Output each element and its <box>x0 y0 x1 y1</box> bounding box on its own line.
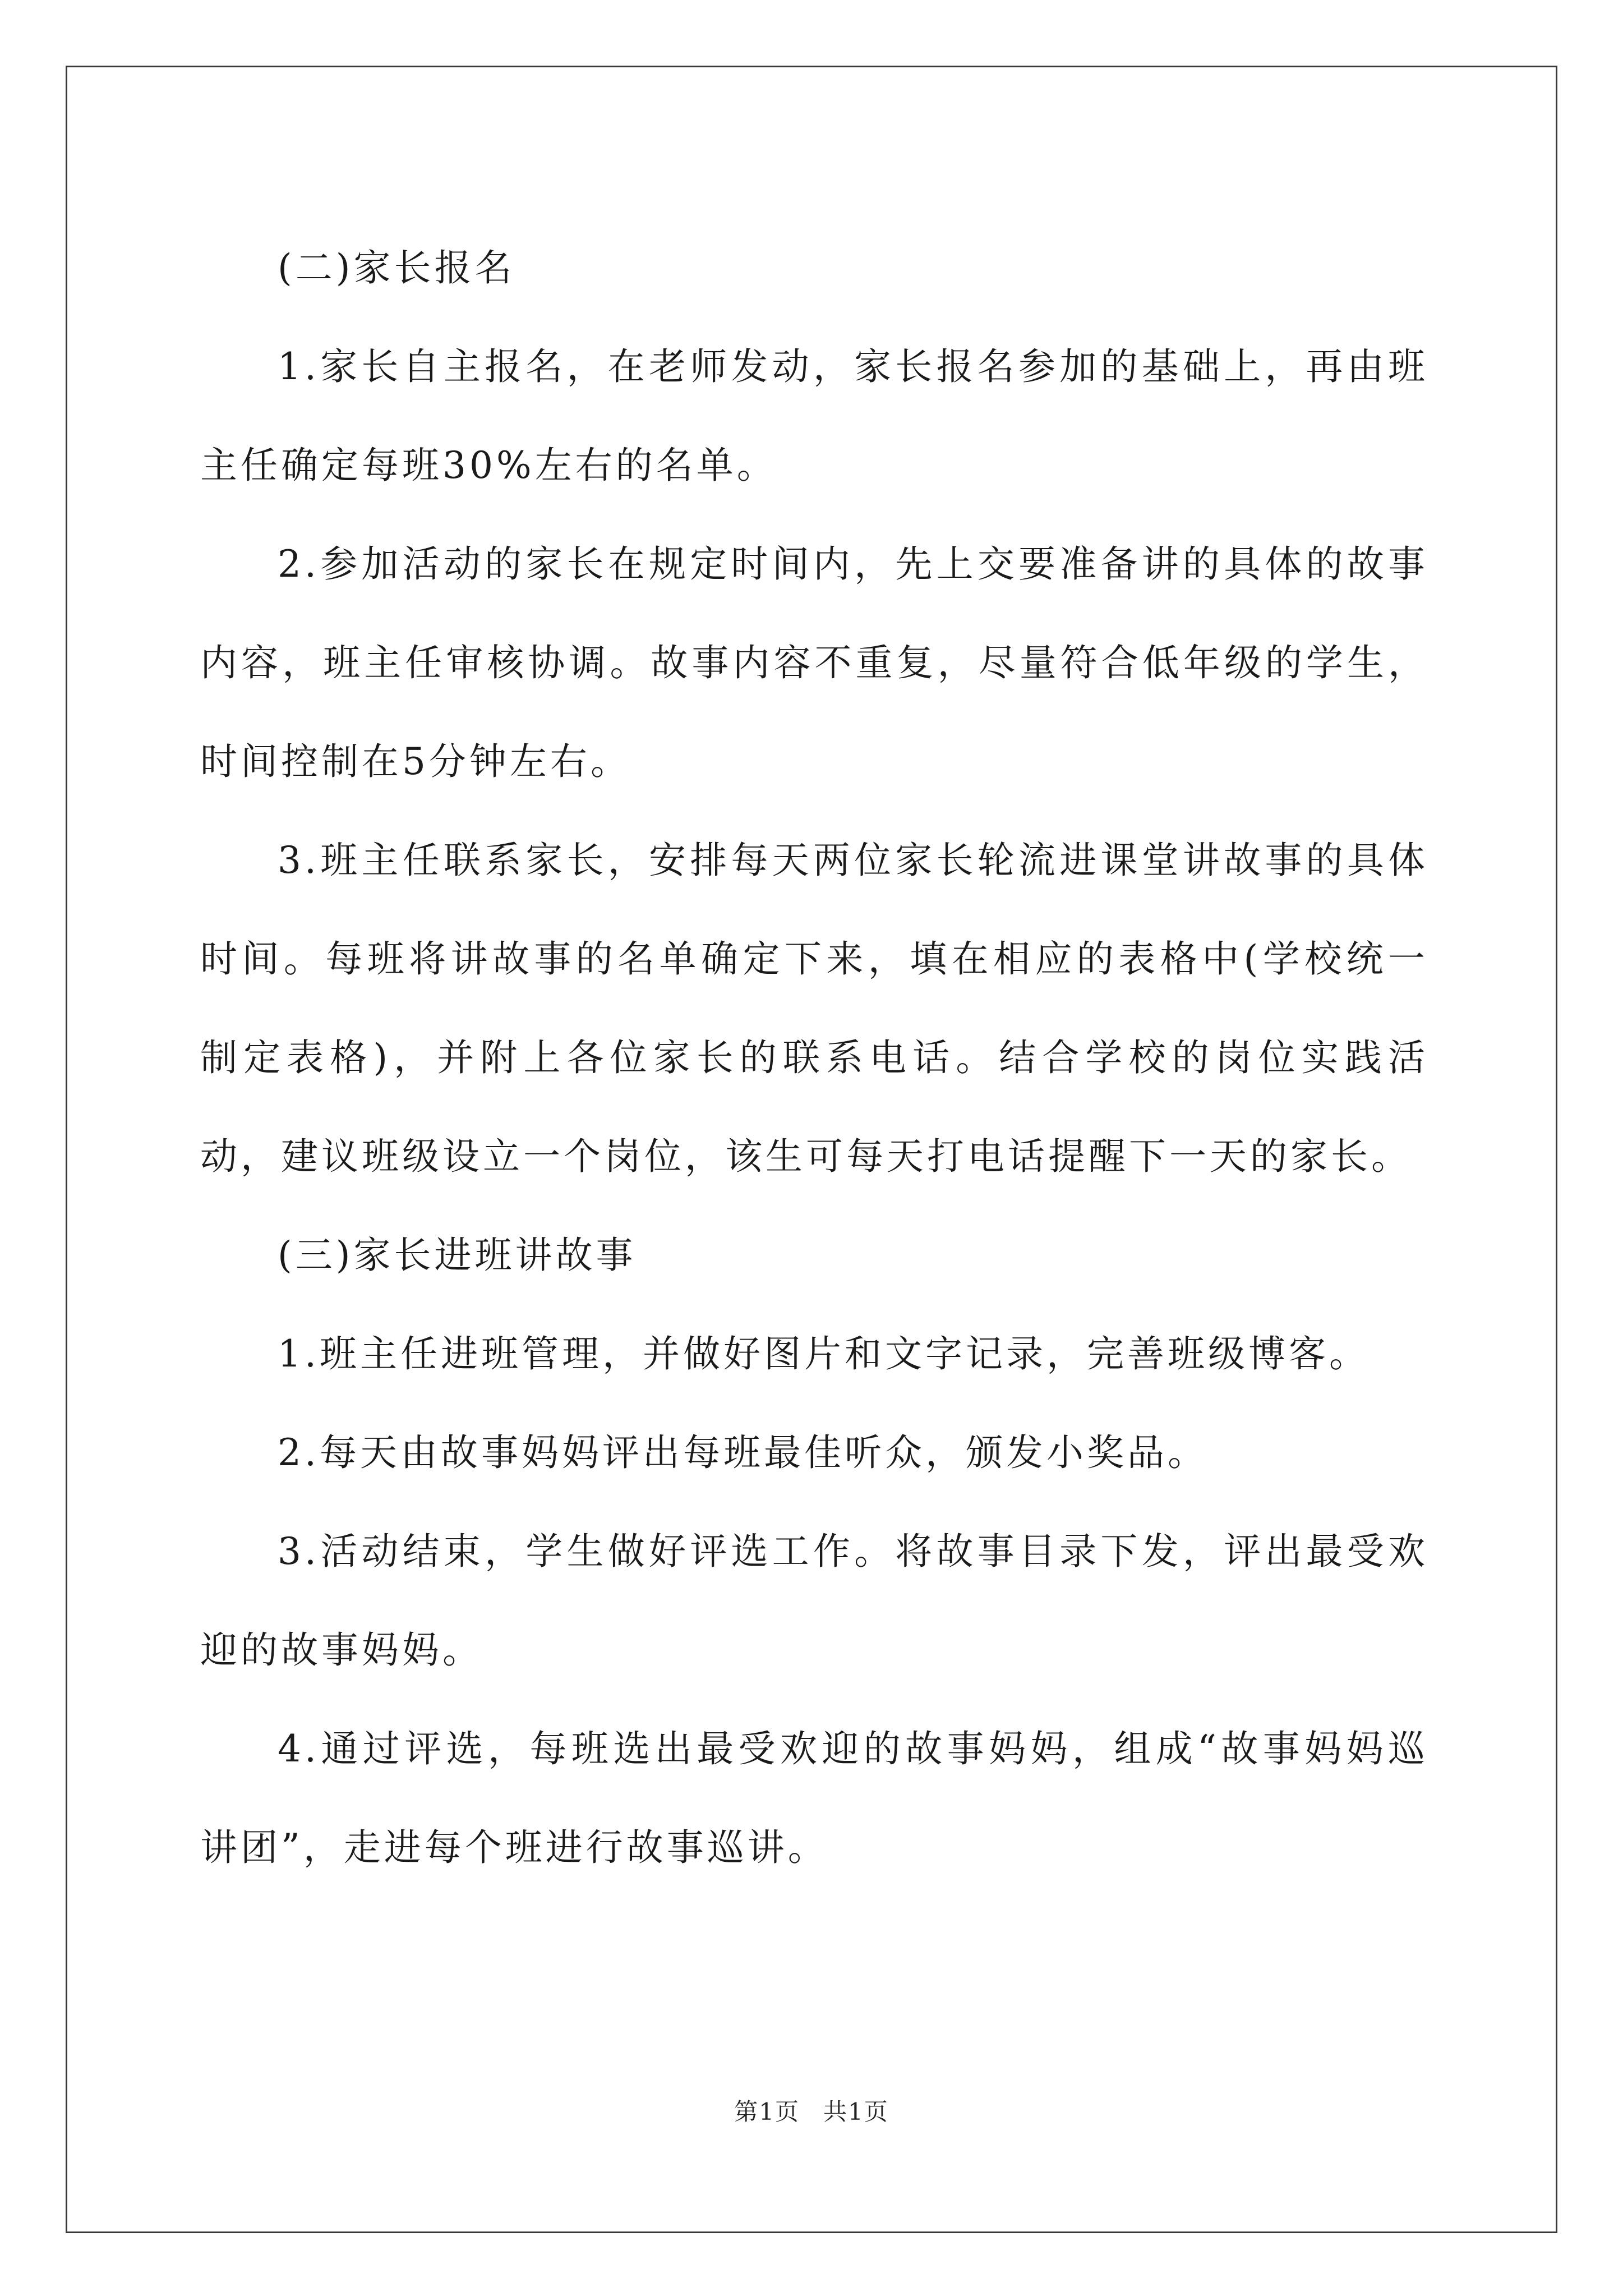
paragraph-signup-1: 1.家长自主报名，在老师发动，家长报名参加的基础上，再由班主任确定每班30%左右的名单。 <box>200 345 1428 487</box>
page-number-total: 共1页 <box>823 2098 889 2125</box>
page-footer <box>0 2093 1623 2127</box>
paragraph-story-1: 1.班主任进班管理，并做好图片和文字记录，完善班级博客。 <box>278 1332 1370 1375</box>
section-heading-parent-signup: (二)家长报名 <box>278 246 515 289</box>
page-number-current: 第1页 <box>734 2098 800 2125</box>
paragraph-signup-2: 2.参加活动的家长在规定时间内，先上交要准备讲的具体的故事内容，班主任审核协调。故事内容不重复，尽量符合低年级的学生，时间控制在5分钟左右。 <box>200 542 1428 783</box>
paragraph-story-2: 2.每天由故事妈妈评出每班最佳听众，颁发小奖品。 <box>278 1431 1208 1474</box>
paragraph-story-4: 4.通过评选，每班选出最受欢迎的故事妈妈，组成“故事妈妈巡讲团”，走进每个班进行故事巡讲。 <box>200 1727 1428 1869</box>
section-heading-storytelling: (三)家长进班讲故事 <box>278 1234 637 1277</box>
document-body <box>200 219 1428 1897</box>
paragraph-signup-3: 3.班主任联系家长，安排每天两位家长轮流进课堂讲故事的具体时间。每班将讲故事的名单确定下来，填在相应的表格中(学校统一制定表格)，并附上各位家长的联系电话。结合学校的岗位实践活动，建议班级设立一个岗位，该生可每天打电话提醒下一天的家长。 <box>200 839 1428 1178</box>
paragraph-story-3: 3.活动结束，学生做好评选工作。将故事目录下发，评出最受欢迎的故事妈妈。 <box>200 1530 1428 1672</box>
